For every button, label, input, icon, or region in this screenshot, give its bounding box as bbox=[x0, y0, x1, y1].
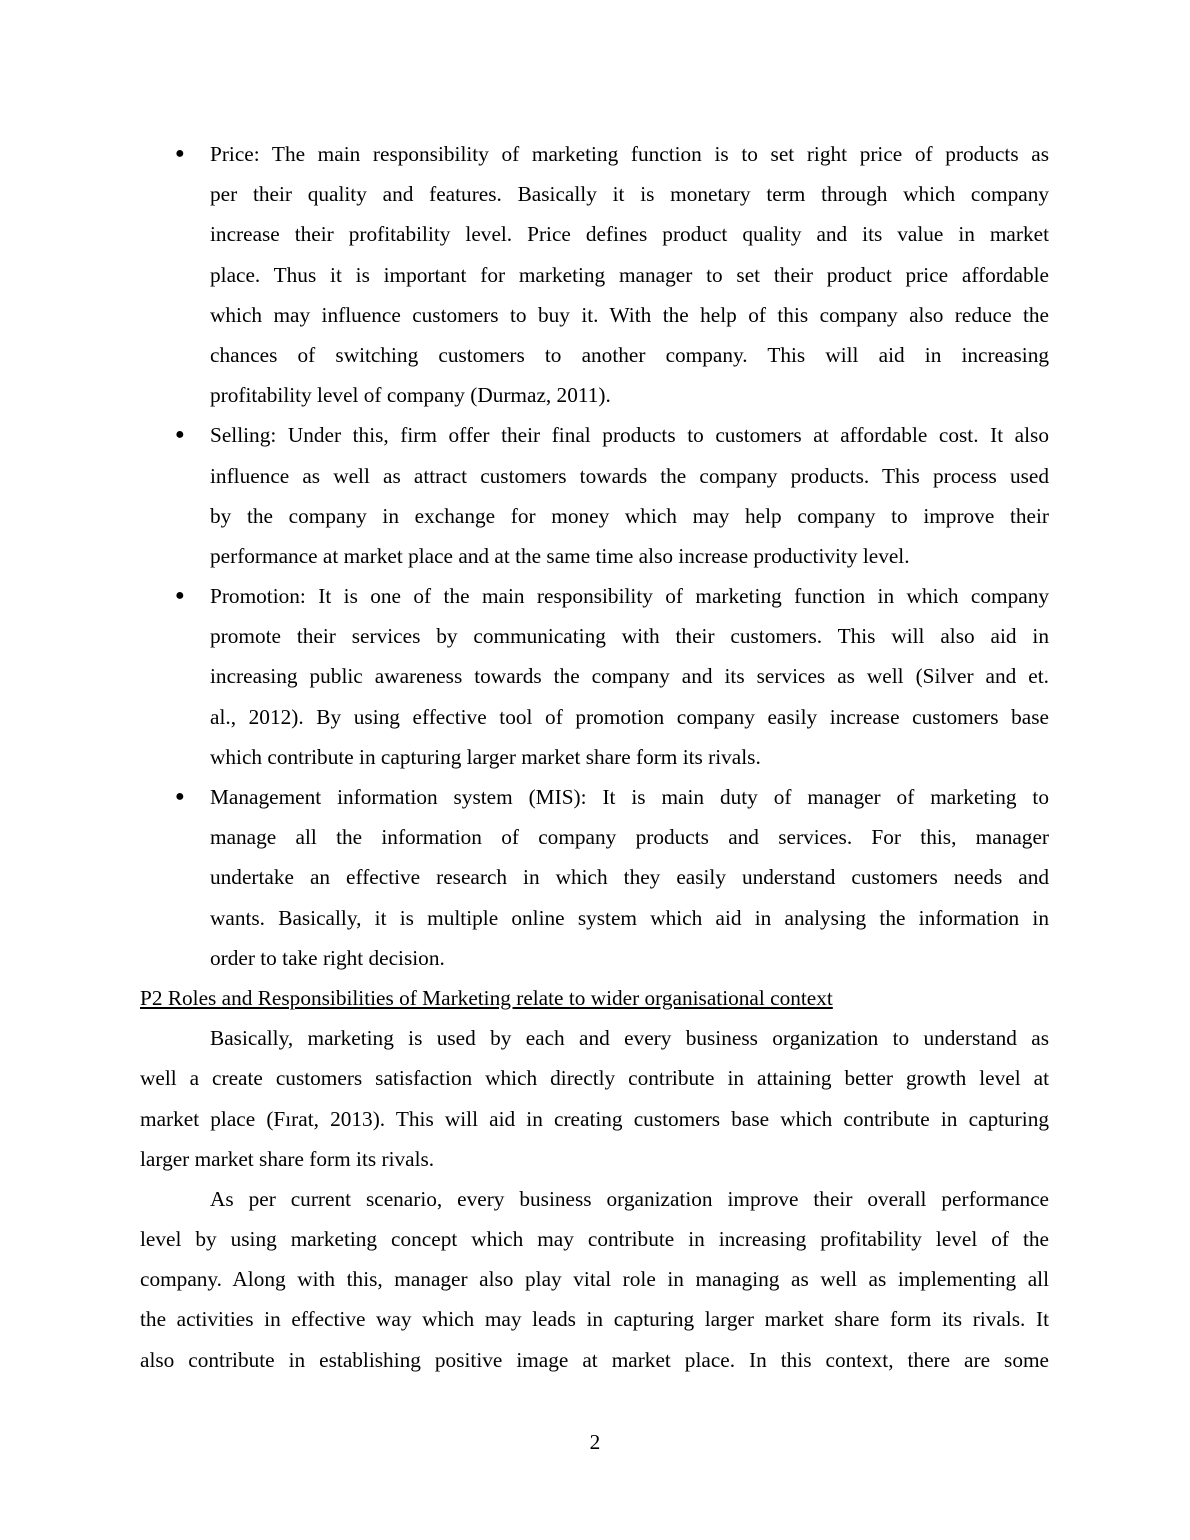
bullet-item bbox=[140, 576, 1049, 777]
text-line bbox=[210, 697, 1049, 737]
line-text: which contribute in capturing larger market share form its rivals. bbox=[210, 744, 761, 769]
text-line: market place (Fırat, 2013). This will aid in creating customers base which contribute in capturing bbox=[140, 1106, 1049, 1131]
text-line bbox=[210, 656, 1049, 696]
text-line: also contribute in establishing positive image at market place. In this context, there are some bbox=[140, 1347, 1049, 1372]
line-text: increase their profitability level. Price defines product quality and its value in market bbox=[210, 222, 1049, 247]
text-line bbox=[210, 456, 1049, 496]
paragraph bbox=[140, 1018, 1049, 1179]
line-text: influence as well as attract customers towards the company products. This process used bbox=[210, 463, 1049, 488]
bullet-icon: ● bbox=[175, 145, 185, 162]
text-line bbox=[210, 335, 1049, 375]
text-line bbox=[210, 214, 1049, 254]
text-line: larger market share form its rivals. bbox=[140, 1146, 435, 1171]
line-text: which may influence customers to buy it. With the help of this company also reduce the bbox=[210, 302, 1049, 327]
text-line bbox=[210, 174, 1049, 214]
text-line: well a create customers satisfaction which directly contribute in attaining better growth level at bbox=[140, 1066, 1049, 1091]
line-text: undertake an effective research in which they easily understand customers needs and bbox=[210, 865, 1049, 890]
line-text: Management information system (MIS): It is main duty of manager of marketing to bbox=[210, 785, 1049, 809]
text-line bbox=[210, 496, 1049, 536]
text-line bbox=[210, 375, 1049, 415]
text-line bbox=[210, 938, 1049, 978]
text-line bbox=[210, 737, 1049, 777]
line-text: performance at market place and at the same time also increase productivity level. bbox=[210, 543, 910, 568]
text-line bbox=[210, 616, 1049, 656]
text-line bbox=[175, 134, 1049, 174]
bullet-item bbox=[140, 415, 1049, 576]
page-number: 2 bbox=[589, 1430, 601, 1454]
bullet-item bbox=[140, 134, 1049, 415]
text-line: the activities in effective way which may leads in capturing larger market share form its rivals. It bbox=[140, 1307, 1049, 1332]
line-text: per their quality and features. Basically it is monetary term through which company bbox=[210, 182, 1049, 207]
text-line bbox=[210, 536, 1049, 576]
text-line: Basically, marketing is used by each and every business organization to understand as bbox=[210, 1026, 1049, 1051]
text-line: company. Along with this, manager also play vital role in managing as well as implementing all bbox=[140, 1267, 1049, 1292]
text-line bbox=[210, 817, 1049, 857]
bullet-icon: ● bbox=[175, 426, 185, 444]
text-line bbox=[175, 576, 1049, 616]
line-text: wants. Basically, it is multiple online system which aid in analysing the information in bbox=[210, 905, 1049, 930]
line-text: chances of switching customers to another company. This will aid in increasing bbox=[210, 342, 1049, 367]
text-line: As per current scenario, every business organization improve their overall performance bbox=[210, 1186, 1049, 1211]
text-line bbox=[210, 255, 1049, 295]
line-text: increasing public awareness towards the company and its services as well (Silver and et. bbox=[210, 664, 1049, 689]
line-text: manage all the information of company products and services. For this, manager bbox=[210, 825, 1049, 850]
line-text: profitability level of company (Durmaz, 2011). bbox=[210, 383, 611, 408]
text-line bbox=[210, 898, 1049, 938]
document-body bbox=[140, 134, 1049, 1380]
line-text: place. Thus it is important for marketing manager to set their product price affordable bbox=[210, 262, 1049, 287]
line-text: promote their services by communicating with their customers. This will also aid in bbox=[210, 624, 1049, 649]
line-text: al., 2012). By using effective tool of promotion company easily increase customers base bbox=[210, 704, 1049, 729]
line-text: by the company in exchange for money which may help company to improve their bbox=[210, 503, 1049, 528]
line-text: order to take right decision. bbox=[210, 945, 445, 970]
text-line bbox=[210, 857, 1049, 897]
section-heading: P2 Roles and Responsibilities of Marketing relate to wider organisational context bbox=[140, 985, 833, 1010]
line-text: Selling: Under this, firm offer their final products to customers at affordable cost. It also bbox=[210, 423, 1049, 448]
text-line bbox=[175, 777, 1049, 817]
paragraph bbox=[140, 1179, 1049, 1380]
text-line: level by using marketing concept which may contribute in increasing profitability level of the bbox=[140, 1227, 1049, 1252]
text-line bbox=[210, 295, 1049, 335]
bullet-item bbox=[140, 777, 1049, 978]
bullet-icon: ● bbox=[175, 587, 185, 605]
bullet-icon: ● bbox=[175, 788, 185, 805]
text-line bbox=[175, 415, 1049, 455]
line-text: Promotion: It is one of the main responsibility of marketing function in which company bbox=[210, 584, 1049, 609]
line-text: Price: The main responsibility of marketing function is to set right price of products as bbox=[210, 142, 1049, 166]
